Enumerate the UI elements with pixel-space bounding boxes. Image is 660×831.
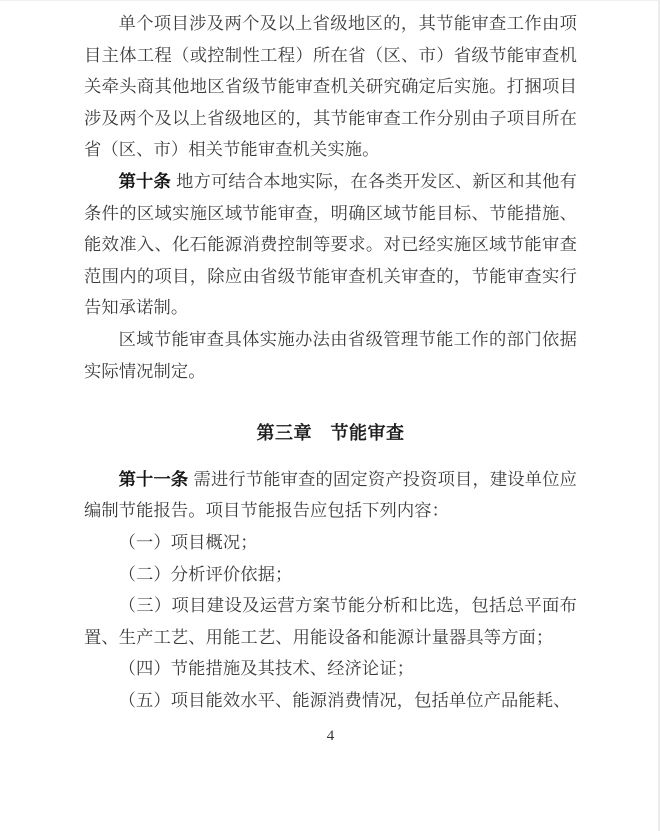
paragraph-article-11 bbox=[84, 464, 577, 527]
list-item-5 bbox=[84, 685, 577, 717]
paragraph-text: 需进行节能审查的固定资产投资项目，建设单位应编制节能报告。项目节能报告应包括下列内容： bbox=[84, 469, 577, 521]
list-item-text: （三）项目建设及运营方案节能分析和比选，包括总平面布置、生产工艺、用能工艺、用能设备和能源计量器具等方面； bbox=[84, 596, 577, 647]
paragraph-text: 区域节能审查具体实施办法由省级管理节能工作的部门依据实际情况制定。 bbox=[84, 329, 577, 381]
chapter-heading: 第三章 节能审查 bbox=[256, 423, 405, 444]
list-item-3 bbox=[84, 590, 577, 653]
list-item-2 bbox=[84, 559, 577, 591]
paragraph-text: 单个项目涉及两个及以上省级地区的，其节能审查工作由项目主体工程（或控制性工程）所在省（区、市）省级节能审查机关牵头商其他地区省级节能审查机关研究确定后实施。打捆项目涉及两个及以上省级地区的，其节能审查工作分别由子项目所在省（区、市）相关节能审查机关实施。 bbox=[84, 14, 577, 160]
list-item-1 bbox=[84, 527, 577, 559]
list-item-text: （二）分析评价依据； bbox=[118, 564, 293, 584]
list-item-text: （五）项目能效水平、能源消费情况，包括单位产品能耗、 bbox=[118, 690, 571, 710]
paragraph bbox=[84, 324, 577, 387]
article-10-label: 第十条 bbox=[118, 171, 171, 191]
paragraph-text: 地方可结合本地实际，在各类开发区、新区和其他有条件的区域实施区域节能审查，明确区域节能目标、节能措施、能效准入、化石能源消费控制等要求。对已经实施区域节能审查范围内的项目，除应由省级节能审查机关审查的，节能审查实行告知承诺制。 bbox=[84, 171, 577, 318]
list-item-text: （四）节能措施及其技术、经济论证； bbox=[118, 659, 415, 679]
article-11-label: 第十一条 bbox=[118, 469, 189, 489]
paragraph-article-10 bbox=[84, 166, 577, 324]
list-item-4 bbox=[84, 653, 577, 685]
paragraph bbox=[84, 8, 577, 166]
page-number: 4 bbox=[326, 728, 335, 745]
list-item-text: （一）项目概况； bbox=[118, 532, 258, 552]
page-content bbox=[84, 1, 577, 748]
